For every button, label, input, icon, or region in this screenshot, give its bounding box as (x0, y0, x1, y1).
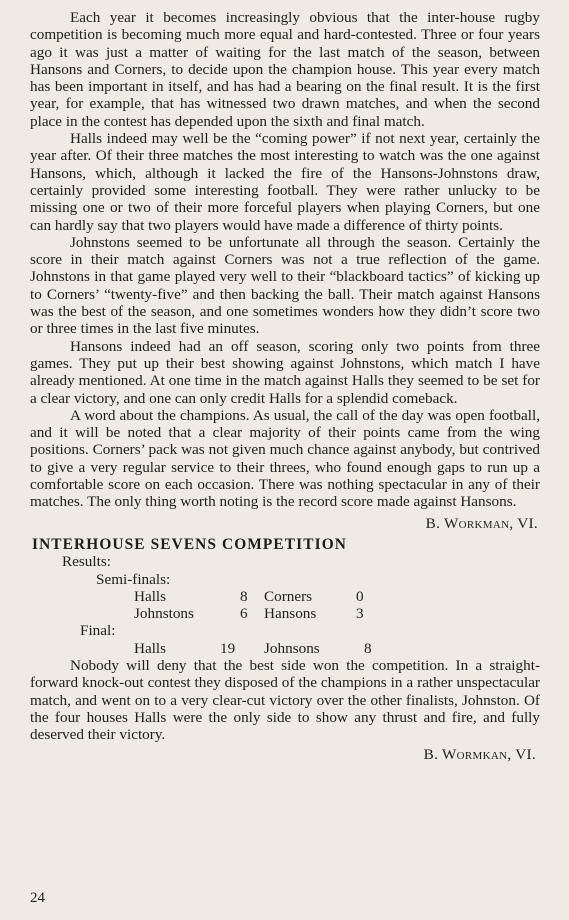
sevens-report-block (30, 656, 540, 764)
sevens-signature: B. Wormkan, VI. (423, 746, 536, 764)
semifinal-2-team-a: Johnstons (134, 605, 194, 623)
page-body (30, 9, 540, 764)
rugby-paragraph-2: Halls indeed may well be the “coming power” if not next year, certainly the year after. Of their three matches the most interesting to watch was the one against Hansons, which, although it lacked the fire of the Hansons-Johnstons draw, certainly provided some interesting football. They were rather unlucky to be missing one or two of their more forceful players when playing Corners, but one can hardly say that two players would have made a difference of thirty points. (30, 130, 540, 234)
semifinal-2-score-b: 3 (356, 605, 364, 623)
results-label: Results: (62, 553, 111, 571)
semifinal-1-team-b: Corners (264, 587, 313, 605)
rugby-paragraph-4: Hansons indeed had an off season, scoring only two points from three games. They put up their best showing against Johnstons, which match I have already mentioned. At one time in the match against Halls they seemed to be set for a clear victory, and one can only credit Halls for a splendid comeback. (30, 337, 540, 407)
semifinals-label: Semi-finals: (96, 570, 171, 588)
final-label: Final: (80, 622, 116, 640)
semifinal-1-score-b: 0 (356, 587, 364, 605)
sevens-report: Nobody will deny that the best side won the competition. In a straight-forward knock-out contest they disposed of the champions in a rather unspectacular match, and went on to a very clear-cut victory over the other finalists, Johnston. Of the four houses Halls were the only side to show any thrust and fire, and fully deserved their victory. (30, 656, 540, 744)
semifinal-row-2 (30, 605, 540, 622)
semifinal-row-1 (30, 588, 540, 605)
rugby-paragraph-1: Each year it becomes increasingly obvious that the inter-house rugby competition is becoming much more equal and hard-contested. Three or four years ago it was just a matter of waiting for the last match of the season, between Hansons and Corners, to decide upon the champion house. This year every match has been important in itself, and has had a bearing on the final result. It is the first year, for example, that has witnessed two drawn matches, and when the second place in the contest has depended upon the sixth and final match. (30, 9, 540, 130)
final-team-b: Johnsons (264, 639, 320, 657)
rugby-paragraph-3: Johnstons seemed to be unfortunate all through the season. Certainly the score in their match against Corners was not a true reflection of the game. Johnstons in that game played very well to their “blackboard tactics” of kicking up to Corners’ “twenty-five” and then backing the ball. Their match against Hansons was the best of the season, and one sometimes wonders how they didn’t score two or three times in the last five minutes. (30, 233, 540, 338)
page-number: 24 (30, 890, 45, 906)
rugby-paragraph-5: A word about the champions. As usual, the call of the day was open football, and it will be noted that a clear majority of their points came from the wing positions. Corners’ pack was not given much chance against anybody, but contrived to give a very regular service to their threes, who found enough gaps to run up a comfortable score on each occasion. There was nothing spectacular in any of their matches. The only thing worth noting is the record score made against Hansons. (30, 406, 540, 511)
semifinal-2-team-b: Hansons (264, 605, 317, 623)
final-score-b: 8 (364, 639, 372, 657)
sevens-heading: INTERHOUSE SEVENS COMPETITION (32, 535, 347, 553)
semifinal-2-score-a: 6 (240, 605, 248, 623)
final-team-a: Halls (134, 639, 167, 657)
semifinal-1-team-a: Halls (134, 587, 167, 605)
final-row (30, 640, 540, 657)
semifinal-1-score-a: 8 (240, 587, 248, 605)
final-score-a: 19 (220, 639, 236, 657)
rugby-signature: B. Workman, VI. (425, 514, 538, 532)
